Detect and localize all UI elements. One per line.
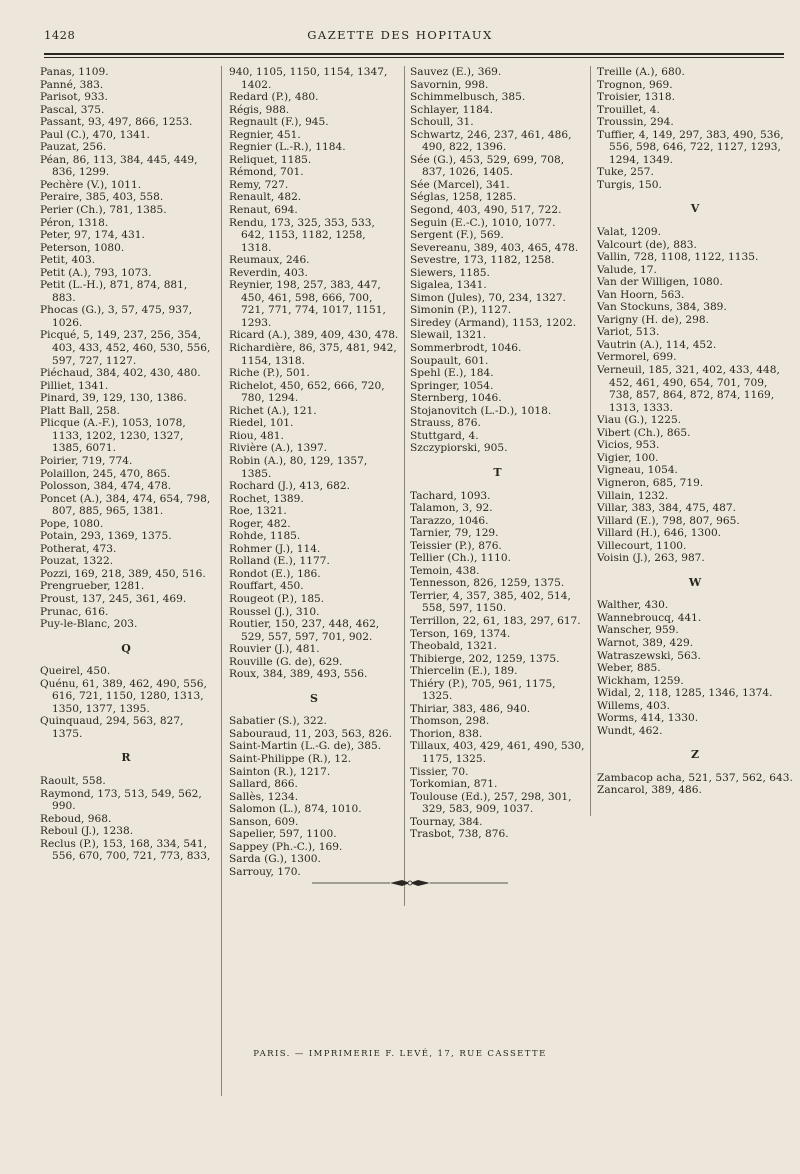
index-entry: Villain, 1232. [597, 489, 669, 502]
index-entry: Sabatier (S.), 322. [229, 715, 327, 728]
index-entry: Tissier, 70. [410, 765, 469, 778]
index-entry: Teissier (P.), 876. [410, 539, 502, 552]
index-entry: Panas, 1109. [40, 66, 109, 78]
index-entry: Sallès, 1234. [229, 790, 299, 803]
index-entry: Voisin (J.), 263, 987. [597, 552, 705, 565]
index-entry: Sée (G.), 453, 529, 699, 708, 837, 1026, 1405. [410, 153, 565, 179]
index-entry: Watraszewski, 563. [597, 649, 701, 662]
index-entry: Thorion, 838. [410, 727, 483, 740]
index-entry: Tachard, 1093. [410, 489, 491, 502]
index-entry: Pascal, 375. [40, 103, 105, 116]
index-entry: Riedel, 101. [229, 417, 294, 430]
index-entry: Vigneau, 1054. [597, 464, 678, 477]
letter-heading: Q [121, 641, 131, 655]
index-entry: Raymond, 173, 513, 549, 562, 990. [40, 787, 202, 813]
index-entry: Wickham, 1259. [597, 674, 684, 687]
index-entry: Pauzat, 256. [40, 141, 107, 154]
index-entry: Van der Willigen, 1080. [597, 276, 723, 289]
index-entry: Rohde, 1185. [229, 530, 301, 543]
index-entry: Trognon, 969. [597, 78, 673, 91]
index-entry: Reumaux, 246. [229, 254, 310, 267]
index-entry: Villard (E.), 798, 807, 965. [597, 514, 740, 527]
index-entry: Treille (A.), 680. [597, 66, 685, 78]
index-entry: Strauss, 876. [410, 417, 481, 430]
index-entry: Rougeot (P.), 185. [229, 592, 325, 605]
index-entry: Richardière, 86, 375, 481, 942, 1154, 1318. [229, 342, 397, 367]
index-entry: Seguin (E.-C.), 1010, 1077. [410, 216, 556, 229]
letter-heading: W [688, 575, 702, 589]
index-entry: Ricard (A.), 389, 409, 430, 478. [229, 329, 399, 342]
index-entry: Roger, 482. [229, 517, 291, 530]
index-entry: Simon (Jules), 70, 234, 1327. [410, 291, 566, 304]
index-entry: Turgis, 150. [597, 178, 662, 191]
index-entry: Vallin, 728, 1108, 1122, 1135. [597, 251, 759, 264]
index-entry: Riou, 481. [229, 429, 284, 442]
index-entry: Plicque (A.-F.), 1053, 1078, 1133, 1202, 1230, 1327, 1385, 6071. [40, 417, 186, 455]
index-entry: Trouillet, 4. [597, 103, 660, 116]
index-entry: Severeanu, 389, 403, 465, 478. [410, 241, 579, 254]
index-entry: Richet (A.), 121. [229, 404, 317, 417]
index-entry: Thiercelin (E.), 189. [410, 665, 518, 678]
index-entry: Perier (Ch.), 781, 1385. [40, 204, 167, 217]
index-entry: Pechère (V.), 1011. [40, 178, 142, 191]
index-entry: Péan, 86, 113, 384, 445, 449, 836, 1299. [40, 153, 198, 179]
index-entry: Rouvier (J.), 481. [229, 643, 320, 656]
index-entry: Quénu, 61, 389, 462, 490, 556, 616, 721, 1150, 1280, 1313, 1350, 1377, 1395. [40, 677, 207, 715]
index-entry: Pilliet, 1341. [40, 379, 109, 392]
index-column-1 [40, 66, 212, 863]
index-entry: Roe, 1321. [229, 505, 287, 518]
index-entry: Tuke, 257. [597, 166, 654, 179]
index-entry: Sarda (G.), 1300. [229, 853, 321, 866]
index-entry: Vermorel, 699. [597, 351, 677, 364]
index-entry: Verneuil, 185, 321, 402, 433, 448, 452, 461, 490, 654, 701, 709, 738, 857, 864, 872, 874, 1169, 1313, 1333. [597, 364, 780, 414]
index-entry: Zambacop acha, 521, 537, 562, 643. [597, 771, 793, 784]
index-entry: Segond, 403, 490, 517, 722. [410, 204, 562, 217]
index-entry: Platt Ball, 258. [40, 404, 120, 417]
index-entry: Reboul (J.), 1238. [40, 825, 134, 838]
index-entry: Regnault (F.), 945. [229, 116, 329, 129]
index-entry: Walther, 430. [597, 599, 669, 612]
index-entry: Villecourt, 1100. [597, 539, 687, 552]
index-entry: Villard (H.), 646, 1300. [597, 527, 722, 540]
imprint: PARIS. — IMPRIMERIE F. LEVÉ, 17, RUE CASSETTE [253, 1049, 547, 1059]
index-entry: Salomon (L.), 874, 1010. [229, 803, 362, 816]
index-entry: Prengrueber, 1281. [40, 580, 145, 593]
index-entry: Zancarol, 389, 486. [597, 784, 702, 797]
index-entry: Slewail, 1321. [410, 329, 487, 342]
index-entry: Vautrin (A.), 114, 452. [597, 338, 717, 351]
index-entry: Thiriar, 383, 486, 940. [410, 702, 531, 715]
index-entry: Spehl (E.), 184. [410, 367, 494, 380]
index-entry: Pozzi, 169, 218, 389, 450, 516. [40, 567, 206, 580]
index-entry: Riche (P.), 501. [229, 367, 310, 380]
index-entry: Piéchaud, 384, 402, 430, 480. [40, 367, 201, 380]
index-entry: Sommerbrodt, 1046. [410, 342, 522, 355]
index-entry: Variot, 513. [597, 326, 660, 339]
index-entry: Schoull, 31. [410, 116, 474, 129]
letter-heading: T [493, 465, 502, 479]
index-entry: Tarazzo, 1046. [410, 514, 489, 527]
index-entry: Redard (P.), 480. [229, 91, 319, 104]
index-entry: Valat, 1209. [597, 226, 662, 239]
index-entry: Sée (Marcel), 341. [410, 178, 510, 191]
index-entry: Pope, 1080. [40, 517, 104, 530]
letter-heading: R [121, 751, 131, 765]
index-entry: Reclus (P.), 153, 168, 334, 541, 556, 670, 700, 721, 773, 833, [40, 837, 211, 863]
index-entry: Sainton (R.), 1217. [229, 765, 331, 778]
index-entry: Savornin, 998. [410, 78, 489, 91]
column-divider [404, 66, 405, 906]
page-number: 1428 [44, 28, 76, 42]
index-entry: Talamon, 3, 92. [410, 502, 493, 515]
index-entry: Villar, 383, 384, 475, 487. [597, 502, 737, 515]
index-entry: Troussin, 294. [597, 116, 674, 129]
index-entry: Willems, 403. [597, 699, 670, 712]
index-entry: Viau (G.), 1225. [597, 414, 682, 427]
index-entry: Sternberg, 1046. [410, 392, 502, 405]
index-entry: Reliquet, 1185. [229, 153, 312, 166]
index-entry: Szczypiorski, 905. [410, 442, 508, 455]
index-entry: 940, 1105, 1150, 1154, 1347, 1402. [229, 66, 388, 91]
index-entry: Varigny (H. de), 298. [597, 313, 710, 326]
index-entry: Peterson, 1080. [40, 241, 125, 254]
index-entry: Polosson, 384, 474, 478. [40, 480, 172, 493]
index-entry: Rivière (A.), 1397. [229, 442, 328, 455]
index-entry: Torkomian, 871. [410, 778, 498, 791]
index-column-4 [597, 66, 793, 797]
index-entry: Tournay, 384. [410, 815, 483, 828]
index-entry: Peter, 97, 174, 431. [40, 229, 145, 242]
letter-heading: S [310, 691, 318, 705]
index-entry: Picqué, 5, 149, 237, 256, 354, 403, 433, 452, 460, 530, 556, 597, 727, 1127. [40, 329, 211, 367]
index-entry: Reboud, 968. [40, 812, 112, 825]
index-entry: Theobald, 1321. [410, 640, 497, 653]
index-entry: Rouville (G. de), 629. [229, 655, 343, 668]
index-entry: Soupault, 601. [410, 354, 489, 367]
index-entry: Schlayer, 1184. [410, 103, 493, 116]
index-entry: Trasbot, 738, 876. [410, 828, 509, 841]
index-entry: Thomson, 298. [410, 715, 490, 728]
index-entry: Siredey (Armand), 1153, 1202. [410, 316, 577, 329]
index-entry: Terrier, 4, 357, 385, 402, 514, 558, 597, 1150. [410, 589, 571, 615]
index-entry: Regnier (L.-R.), 1184. [229, 141, 346, 154]
index-entry: Van Stockuns, 384, 389. [597, 301, 727, 314]
index-entry: Poirier, 719, 774. [40, 454, 133, 467]
index-entry: Toulouse (Ed.), 257, 298, 301, 329, 583, 909, 1037. [410, 790, 572, 816]
index-entry: Simonin (P.), 1127. [410, 304, 512, 317]
index-entry: Potain, 293, 1369, 1375. [40, 530, 172, 543]
index-entry: Passant, 93, 497, 866, 1253. [40, 116, 193, 129]
index-entry: Schimmelbusch, 385. [410, 91, 526, 104]
letter-heading: Z [690, 748, 700, 762]
index-entry: Pouzat, 1322. [40, 555, 114, 568]
index-entry: Queirel, 450. [40, 665, 111, 678]
index-entry: Remy, 727. [229, 178, 289, 191]
index-entry: Wundt, 462. [597, 724, 663, 737]
index-entry: Petit (L.-H.), 871, 874, 881, 883. [40, 279, 188, 304]
index-entry: Thiéry (P.), 705, 961, 1175, 1325. [410, 677, 556, 703]
index-entry: Sauvez (E.), 369. [410, 66, 502, 78]
index-entry: Sarrouy, 170. [229, 865, 301, 878]
ornament-divider-icon [312, 878, 508, 888]
index-entry: Stuttgard, 4. [410, 429, 479, 442]
index-entry: Robin (A.), 80, 129, 1357, 1385. [229, 454, 368, 480]
index-entry: Puy-le-Blanc, 203. [40, 618, 138, 631]
index-entry: Prunac, 616. [40, 605, 109, 618]
index-entry: Vibert (Ch.), 865. [597, 426, 691, 439]
index-entry: Weber, 885. [597, 662, 661, 675]
index-entry: Phocas (G.), 3, 57, 475, 937, 1026. [40, 304, 193, 329]
index-entry: Wanscher, 959. [597, 624, 679, 637]
index-entry: Tennesson, 826, 1259, 1375. [410, 577, 565, 590]
index-entry: Rémond, 701. [229, 166, 304, 179]
letter-heading: V [690, 202, 700, 216]
index-entry: Sevestre, 173, 1182, 1258. [410, 254, 555, 267]
index-entry: Proust, 137, 245, 361, 469. [40, 592, 187, 605]
index-entry: Reynier, 198, 257, 383, 447, 450, 461, 598, 666, 700, 721, 771, 774, 1017, 1151, 1293. [229, 279, 386, 329]
index-entry: Peraire, 385, 403, 558. [40, 191, 164, 204]
index-entry: Saint-Philippe (R.), 12. [229, 752, 352, 765]
index-entry: Tillaux, 403, 429, 461, 490, 530, 1175, 1325. [410, 740, 585, 765]
index-entry: Terrillon, 22, 61, 183, 297, 617. [410, 614, 581, 627]
index-entry: Raoult, 558. [40, 774, 106, 787]
index-entry: Roussel (J.), 310. [229, 605, 320, 618]
index-entry: Sabouraud, 11, 203, 563, 826. [229, 727, 392, 740]
index-entry: Séglas, 1258, 1285. [410, 191, 517, 204]
index-entry: Rohmer (J.), 114. [229, 542, 321, 555]
index-entry: Parisot, 933. [40, 91, 108, 104]
running-title: GAZETTE DES HOPITAUX [307, 28, 493, 42]
index-entry: Sergent (F.), 569. [410, 229, 504, 242]
index-entry: Sappey (Ph.-C.), 169. [229, 840, 343, 853]
index-entry: Sallard, 866. [229, 778, 298, 791]
index-entry: Tellier (Ch.), 1110. [410, 552, 512, 565]
index-entry: Temoin, 438. [410, 564, 480, 577]
index-entry: Terson, 169, 1374. [410, 627, 511, 640]
index-entry: Panné, 383. [40, 78, 104, 91]
column-divider [590, 66, 591, 816]
index-entry: Tarnier, 79, 129. [410, 527, 499, 540]
column-divider [221, 66, 222, 1096]
index-entry: Thibierge, 202, 1259, 1375. [410, 652, 560, 665]
index-entry: Quinquaud, 294, 563, 827, 1375. [40, 715, 184, 740]
index-column-3 [410, 66, 585, 841]
index-entry: Wannebroucq, 441. [597, 611, 702, 624]
index-entry: Rochard (J.), 413, 682. [229, 480, 350, 493]
index-column-2 [229, 66, 399, 878]
index-entry: Vigneron, 685, 719. [597, 476, 704, 489]
index-entry: Rendu, 173, 325, 353, 533, 642, 1153, 1182, 1258, 1318. [229, 216, 375, 254]
index-entry: Valude, 17. [597, 263, 657, 276]
index-entry: Rouffart, 450. [229, 580, 304, 593]
index-entry: Regnier, 451. [229, 128, 301, 141]
index-entry: Schwartz, 246, 237, 461, 486, 490, 822, 1396. [410, 128, 572, 154]
index-entry: Routier, 150, 237, 448, 462, 529, 557, 597, 701, 902. [229, 618, 380, 643]
index-entry: Tuffier, 4, 149, 297, 383, 490, 536, 556, 598, 646, 722, 1127, 1293, 1294, 1349. [597, 128, 784, 166]
index-entry: Sanson, 609. [229, 815, 299, 828]
index-entry: Widal, 2, 118, 1285, 1346, 1374. [597, 687, 773, 700]
index-entry: Rochet, 1389. [229, 492, 304, 505]
index-entry: Warnot, 389, 429. [597, 636, 694, 649]
index-entry: Roux, 384, 389, 493, 556. [229, 668, 368, 681]
index-entry: Van Hoorn, 563. [597, 288, 685, 301]
index-entry: Siewers, 1185. [410, 266, 490, 279]
index-entry: Paul (C.), 470, 1341. [40, 128, 150, 141]
index-entry: Sigalea, 1341. [410, 279, 487, 292]
index-entry: Renaut, 694. [229, 204, 298, 217]
index-entry: Richelot, 450, 652, 666, 720, 780, 1294. [229, 379, 385, 405]
index-entry: Polaillon, 245, 470, 865. [40, 467, 171, 480]
index-entry: Saint-Martin (L.-G. de), 385. [229, 740, 382, 753]
index-entry: Rolland (E.), 1177. [229, 555, 330, 568]
index-entry: Rondot (E.), 186. [229, 567, 321, 580]
index-entry: Springer, 1054. [410, 379, 494, 392]
index-entry: Renault, 482. [229, 191, 302, 204]
index-entry: Vicios, 953. [597, 439, 660, 452]
index-entry: Régis, 988. [229, 103, 290, 116]
header-rule-thin [44, 57, 784, 58]
index-entry: Troisier, 1318. [597, 91, 675, 104]
index-entry: Péron, 1318. [40, 216, 109, 229]
index-entry: Vigier, 100. [597, 451, 659, 464]
index-entry: Petit (A.), 793, 1073. [40, 266, 152, 279]
header-rule [44, 53, 784, 55]
index-entry: Reverdin, 403. [229, 266, 308, 279]
index-entry: Petit, 403. [40, 254, 96, 267]
index-entry: Valcourt (de), 883. [597, 238, 697, 251]
index-entry: Worms, 414, 1330. [597, 712, 699, 725]
index-entry: Pinard, 39, 129, 130, 1386. [40, 392, 187, 405]
index-entry: Poncet (A.), 384, 474, 654, 798, 807, 885, 965, 1381. [40, 492, 211, 518]
index-entry: Sapelier, 597, 1100. [229, 828, 337, 841]
index-entry: Stojanovitch (L.-D.), 1018. [410, 404, 552, 417]
index-entry: Potherat, 473. [40, 542, 117, 555]
